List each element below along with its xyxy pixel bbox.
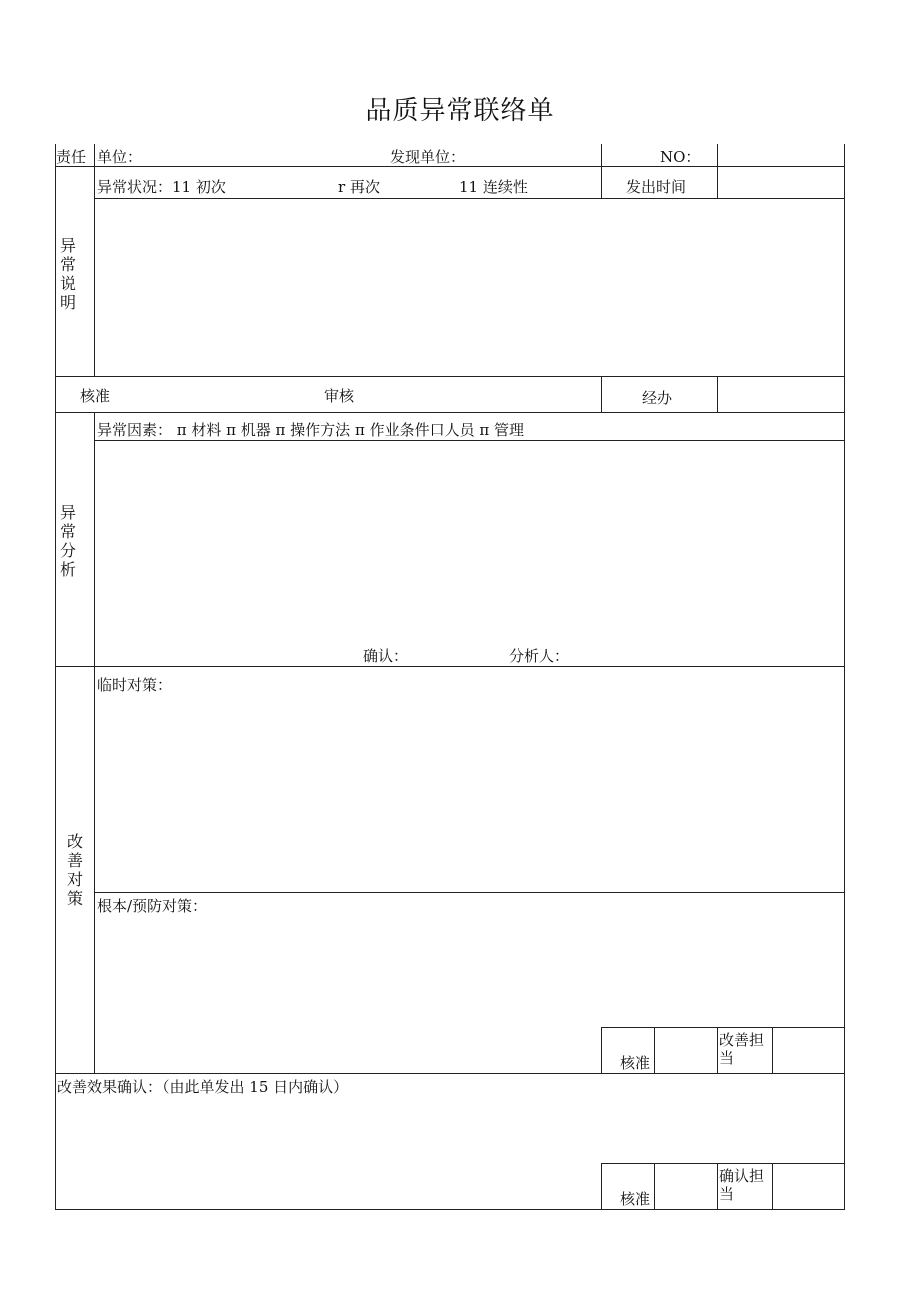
status-again-checkbox[interactable]: r 再次 (338, 178, 380, 196)
grid-line (95, 892, 845, 893)
grid-line (601, 376, 602, 412)
responsible-label: 责任 (56, 148, 87, 166)
analysis-section-label: 异常分析 (59, 503, 76, 579)
grid-line (717, 1163, 718, 1209)
root-measures-area[interactable] (95, 918, 600, 1073)
description-section-label: 异常说明 (59, 236, 76, 312)
status-continuous-checkbox[interactable]: 11 连续性 (459, 178, 528, 196)
found-unit-field[interactable]: 发现单位： (390, 148, 466, 166)
grid-line (844, 144, 845, 1210)
page-title: 品质异常联络单 (365, 96, 555, 126)
handler-field[interactable] (718, 377, 844, 412)
grid-line (55, 1073, 845, 1074)
temporary-measures-area[interactable] (95, 698, 844, 892)
status-first-checkbox[interactable]: 异常状况：11 初次 (97, 178, 226, 196)
abnormal-factors-options[interactable]: 异常因素： π 材料 π 机器 π 操作方法 π 作业条件口人员 π 管理 (97, 421, 524, 439)
countermeasure-approve-field[interactable] (655, 1028, 717, 1073)
improvement-owner-label: 改善担当 (719, 1031, 765, 1067)
analysis-text-area[interactable] (95, 441, 844, 641)
grid-line (717, 1027, 718, 1073)
grid-line (55, 666, 845, 667)
analyst-field[interactable]: 分析人： (509, 647, 570, 665)
effect-approve-field[interactable] (655, 1164, 717, 1209)
issue-time-label: 发出时间 (626, 178, 687, 196)
root-measures-label: 根本/预防对策： (97, 897, 208, 915)
grid-line (601, 144, 602, 198)
grid-line (55, 412, 845, 413)
analysis-confirm-field[interactable]: 确认： (363, 647, 409, 665)
countermeasure-approve-label: 核准 (620, 1054, 651, 1072)
temporary-measures-label: 临时对策： (97, 676, 173, 694)
confirmation-owner-label: 确认担当 (719, 1167, 765, 1203)
description-text-area[interactable] (95, 199, 844, 376)
effect-approve-label: 核准 (620, 1190, 651, 1208)
grid-line (55, 1209, 845, 1210)
improvement-owner-field[interactable] (773, 1028, 844, 1073)
countermeasures-section-label: 改善对策 (66, 832, 83, 908)
grid-line (601, 1163, 602, 1209)
review-label: 审核 (324, 387, 355, 405)
confirmation-owner-field[interactable] (773, 1164, 844, 1209)
grid-line (601, 1027, 602, 1073)
handler-label: 经办 (642, 389, 673, 407)
no-field[interactable]: NO： (660, 148, 701, 166)
effect-confirmation-area[interactable] (56, 1098, 600, 1209)
issue-time-field[interactable] (718, 167, 844, 198)
unit-field[interactable]: 单位： (97, 148, 143, 166)
effect-confirmation-label: 改善效果确认：（由此单发出 15 日内确认） (57, 1078, 349, 1096)
grid-line (55, 144, 56, 1210)
approve-label: 核准 (80, 387, 111, 405)
